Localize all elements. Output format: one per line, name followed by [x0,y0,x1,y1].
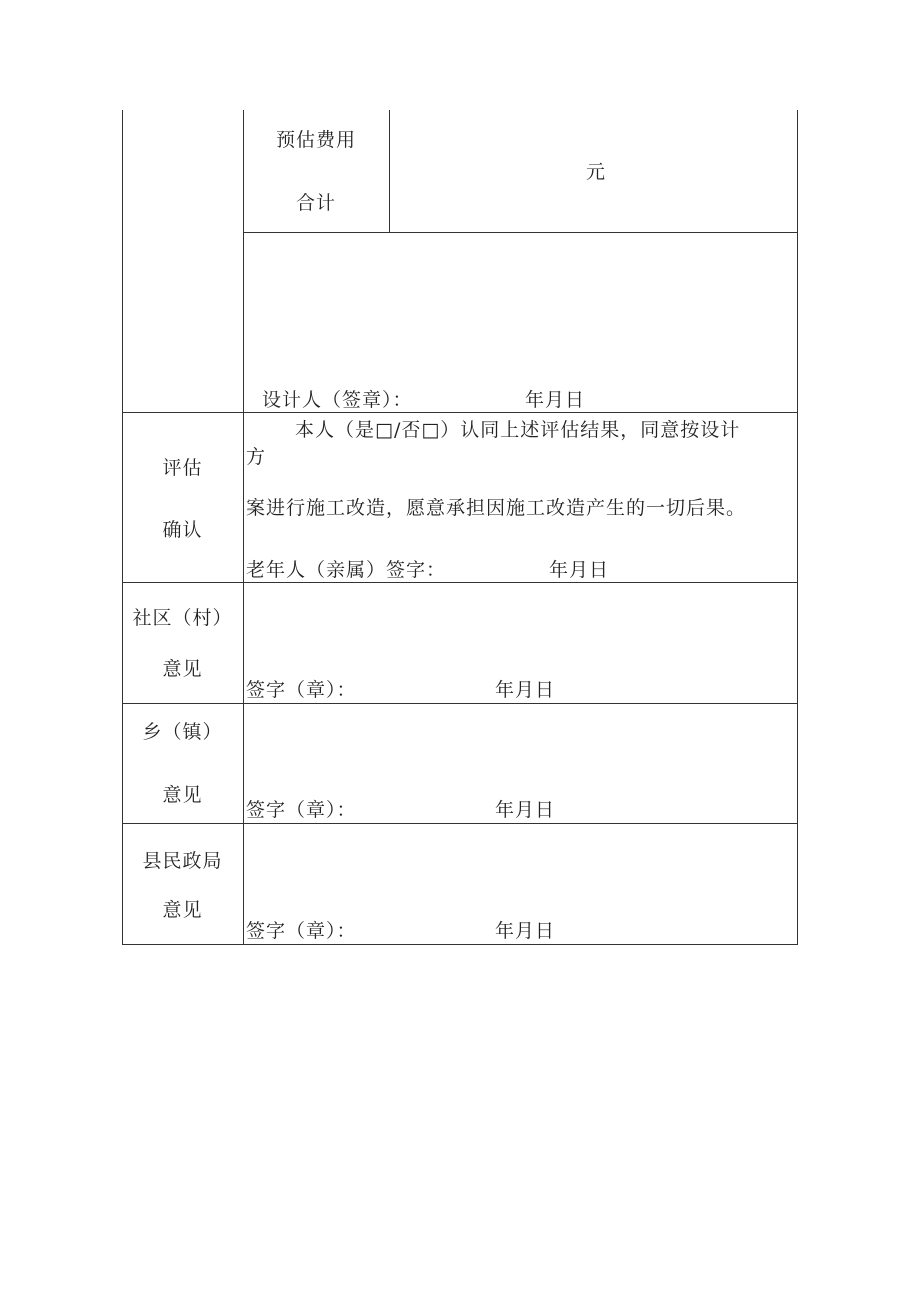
county-label-line1: 县民政局 [142,850,223,872]
confirmation-statement-line1: 本人（是□/否□）认同上述评估结果，同意按设计 [295,419,741,441]
elder-signature-label: 老年人（亲属）签字： [246,559,447,581]
township-signature-date: 年月日 [495,799,556,821]
confirmation-label-line2: 确认 [162,519,203,541]
community-label-line1: 社区（村） [132,607,233,629]
community-signature-label: 签字（章）： [246,679,357,701]
community-signature-date: 年月日 [495,679,556,701]
county-signature-date: 年月日 [495,920,556,942]
elder-signature-date: 年月日 [549,559,610,581]
designer-signature-date: 年月日 [525,389,586,411]
county-signature-label: 签字（章）： [246,920,357,942]
county-label-line2: 意见 [162,899,203,921]
confirmation-statement-line2: 案进行施工改造，愿意承担因施工改造产生的一切后果。 [246,497,747,519]
cost-unit: 元 [586,161,607,183]
table-border-bottom [122,944,798,945]
row-divider-township [122,823,798,824]
row-divider-cost [243,232,798,233]
table-divider-cost-column [389,110,390,233]
confirmation-statement-line1-wrap: 方 [246,446,267,468]
row-divider-design [122,412,798,413]
township-label-line2: 意见 [162,784,203,806]
table-divider-label-column [243,110,244,945]
table-border-right [797,110,798,945]
cost-label-line2: 合计 [295,192,336,214]
designer-signature-label: 设计人（签章）： [262,389,413,411]
cost-label-line1: 预估费用 [275,129,356,151]
row-divider-community [122,703,798,704]
community-label-line2: 意见 [162,658,203,680]
confirmation-label-line1: 评估 [162,457,203,479]
township-signature-label: 签字（章）： [246,799,357,821]
township-label-line1: 乡（镇） [142,721,223,743]
row-divider-confirmation [122,582,798,583]
